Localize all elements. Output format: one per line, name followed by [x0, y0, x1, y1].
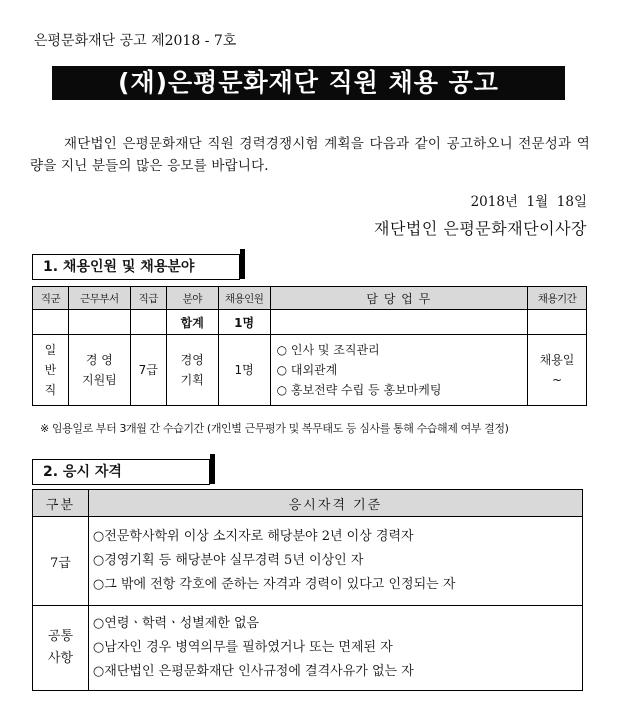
duty-item: ○ 홍보전략 수립 등 홍보마케팅: [276, 383, 442, 397]
header-field: 분야: [166, 287, 218, 310]
table-header-row: [33, 490, 583, 517]
duty-item: ○ 인사 및 조직관리: [276, 343, 380, 357]
hire-period: 채용일 ~: [528, 335, 587, 406]
job-group: 일 반 직: [33, 335, 69, 406]
total-label: 합계: [166, 310, 218, 335]
header-count: 채용인원: [218, 287, 270, 310]
header-criteria: 응시자격 기준: [88, 490, 582, 517]
criteria-item: ○연령ㆍ학력ㆍ성별제한 없음: [92, 616, 260, 631]
total-row: [33, 310, 587, 335]
qualification-table: [32, 489, 583, 691]
criteria-item: ○전문학사학위 이상 소지자로 해당분야 2년 이상 경력자: [92, 529, 414, 544]
header-duties: 담 당 업 무: [270, 287, 527, 310]
header-period: 채용기간: [528, 287, 587, 310]
total-count: 1명: [218, 310, 270, 335]
duty-item: ○ 대외관계: [276, 363, 338, 377]
criteria-cell: [88, 517, 582, 606]
table-row: [33, 517, 583, 606]
intro-paragraph: 재단법인 은평문화재단 직원 경력경쟁시험 계획을 다음과 같이 공고하오니 전문성과 역량을 지닌 분들의 많은 응모를 바랍니다.: [30, 136, 590, 174]
issuer-name: 재단법인 은평문화재단이사장: [373, 219, 587, 238]
criteria-cell: [88, 606, 582, 691]
header-group: 직군: [33, 287, 69, 310]
criteria-item: ○그 밖에 전항 각호에 준하는 자격과 경력이 있다고 인정되는 자: [92, 577, 456, 592]
header-dept: 근무부서: [68, 287, 130, 310]
table-row: [33, 335, 587, 406]
document-number: 은평문화재단 공고 제2018 - 7호: [34, 33, 237, 49]
hire-count: 1명: [218, 335, 270, 406]
table-row: [33, 606, 583, 691]
duties-cell: [270, 335, 527, 406]
category-label: 공통 사항: [33, 606, 89, 691]
page-title: (재)은평문화재단 직원 채용 공고: [52, 66, 565, 100]
recruitment-table: [32, 286, 587, 406]
header-category: 구분: [33, 490, 89, 517]
section1-heading: 1. 채용인원 및 채용분야: [32, 254, 240, 280]
header-grade: 직급: [130, 287, 166, 310]
criteria-item: ○재단법인 은평문화재단 인사규정에 결격사유가 없는 자: [92, 664, 414, 679]
department: 경 영 지원팀: [68, 335, 130, 406]
announcement-date: 2018년 1월 18일: [470, 194, 587, 210]
table-header-row: [33, 287, 587, 310]
category-label: 7급: [33, 517, 89, 606]
section2-heading: 2. 응시 자격: [32, 459, 210, 485]
field: 경영 기획: [166, 335, 218, 406]
criteria-item: ○남자인 경우 병역의무를 필하였거나 또는 면제된 자: [92, 640, 393, 655]
probation-note: ※ 임용일로 부터 3개월 간 수습기간 (개인별 근무평가 및 복무태도 등 심사를 통해 수습해제 여부 결정): [40, 422, 509, 435]
grade: 7급: [130, 335, 166, 406]
criteria-item: ○경영기획 등 해당분야 실무경력 5년 이상인 자: [92, 553, 364, 568]
